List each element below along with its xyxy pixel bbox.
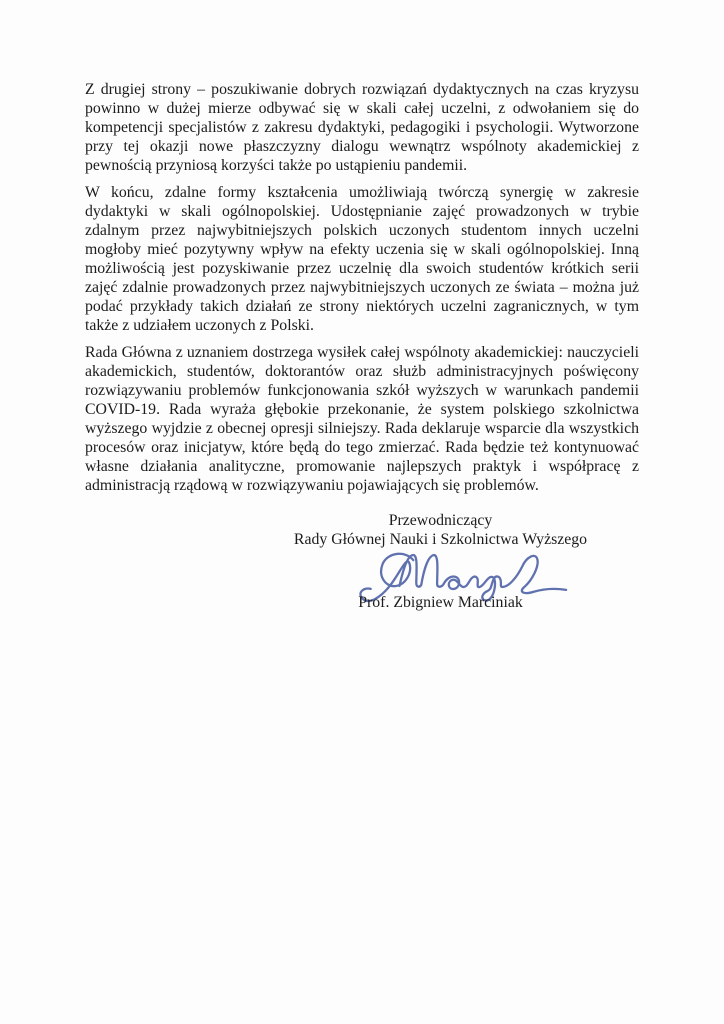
signatory-name: Prof. Zbigniew Marciniak: [358, 594, 523, 611]
letter-body: [85, 80, 639, 495]
signature-block: [238, 511, 643, 621]
paragraph-2: W końcu, zdalne formy kształcenia umożliwiają twórczą synergię w zakresie dydaktyki w skali ogólnopolskiej. Udostępnianie zajęć prowadzonych w trybie zdalnym przez najwybitniejszych polskich uczonych studentom innych uczelni mogłoby mieć pozytywny wpływ na efekty uczenia się w skali ogólnopolskiej. Inną możliwością jest pozyskiwanie przez uczelnię dla swoich studentów krótkich serii zajęć zdalnie prowadzonych przez najwybitniejszych uczonych ze świata – można już podać przykłady takich działań ze strony niektórych uczelni zagranicznych, w tym także z udziałem uczonych z Polski.: [85, 184, 639, 334]
paragraph-1: Z drugiej strony – poszukiwanie dobrych rozwiązań dydaktycznych na czas kryzysu powinno w dużej mierze odbywać się w skali całej uczelni, z odwołaniem się do kompetencji specjalistów z zakresu dydaktyki, pedagogiki i psychologii. Wytworzone przy tej okazji nowe płaszczyzny dialogu wewnątrz wspólnoty akademickiej z pewnością przyniosą korzyści także po ustąpieniu pandemii.: [85, 81, 639, 174]
signatory-title-line-2: Rady Głównej Nauki i Szkolnictwa Wyższego: [293, 531, 588, 548]
signatory-title-line-1: Przewodniczący: [388, 512, 493, 529]
paragraph-3: Rada Główna z uznaniem dostrzega wysiłek całej wspólnoty akademickiej: nauczycieli akademickich, studentów, doktorantów oraz służb administracyjnych poświęcony rozwiązywaniu problemów funkcjonowania szkół wyższych w warunkach pandemii COVID-19. Rada wyraża głębokie przekonanie, że system polskiego szkolnictwa wyższego wyjdzie z obecnej opresji silniejszy. Rada deklaruje wsparcie dla wszystkich procesów oraz inicjatyw, które będą do tego zmierzać. Rada będzie też kontynuować własne działania analityczne, promowanie najlepszych praktyk i współpracę z administracją rządową w rozwiązywaniu pojawiających się problemów.: [85, 344, 639, 494]
